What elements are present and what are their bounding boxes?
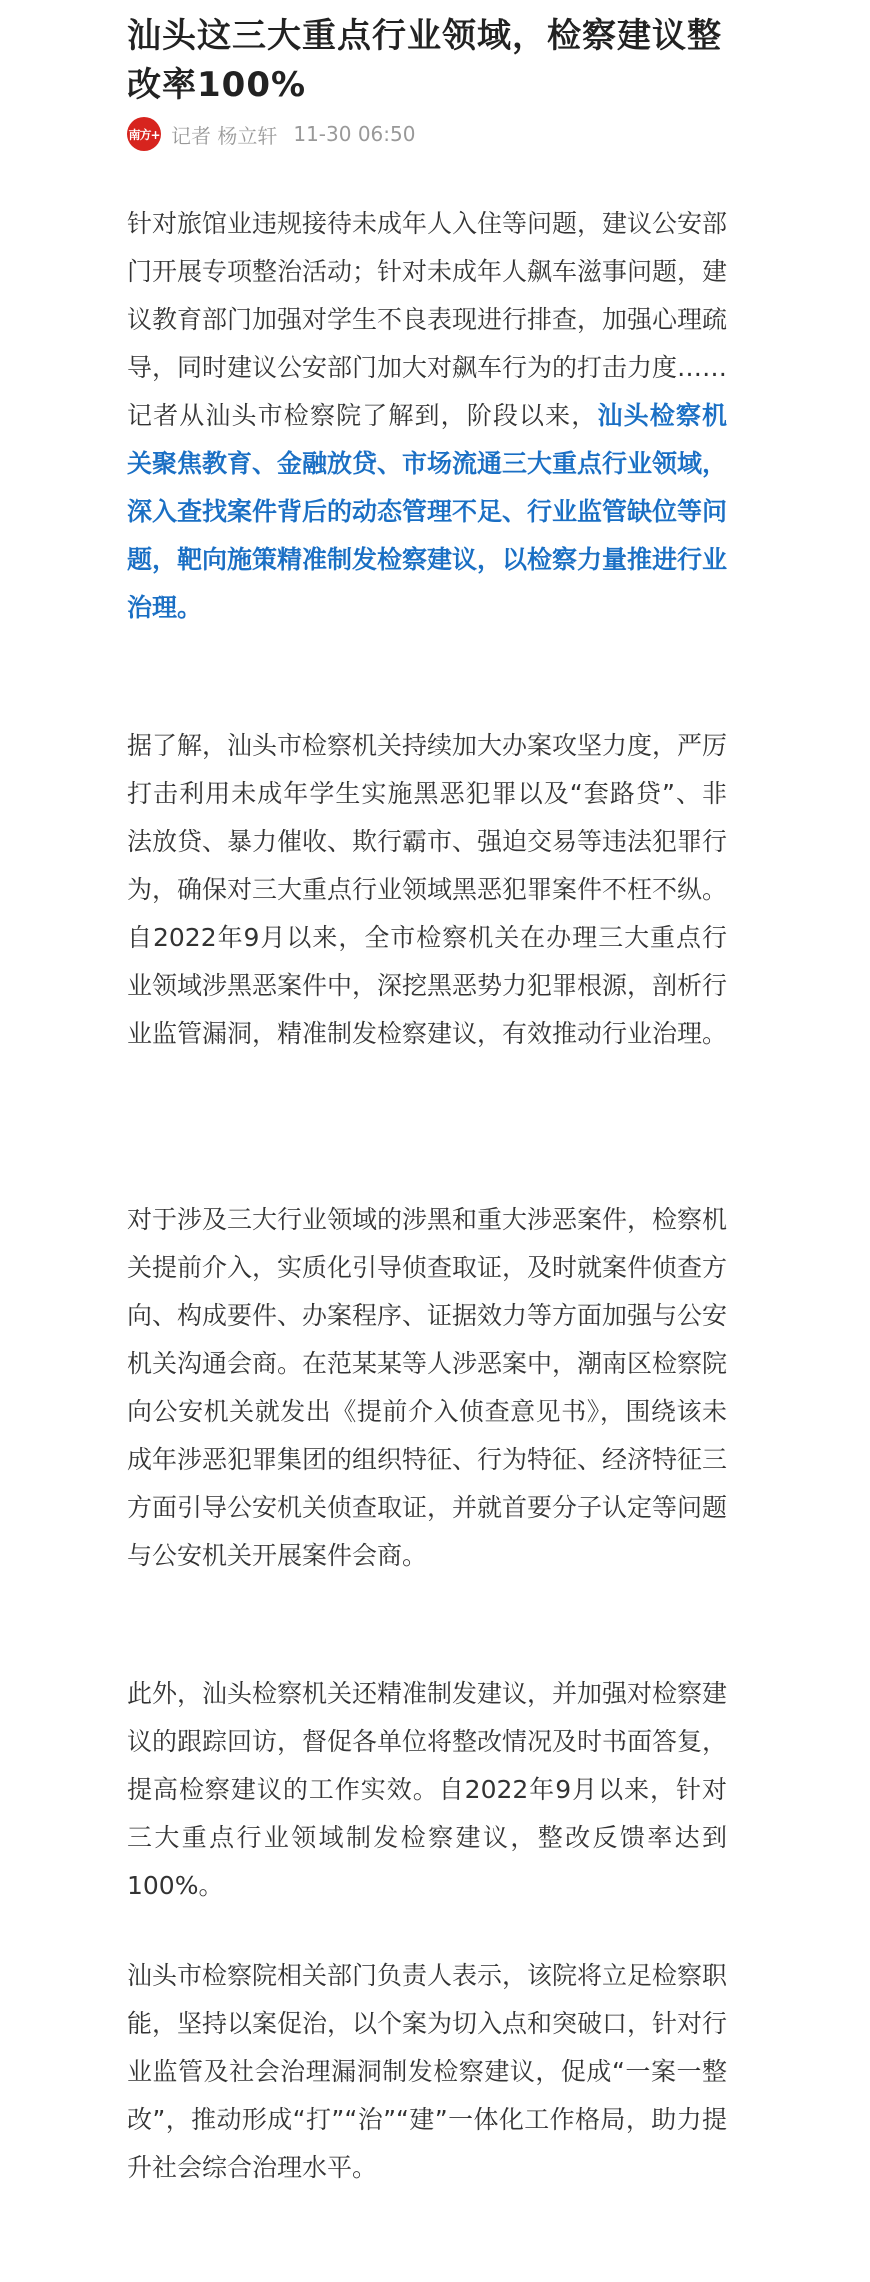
paragraph-1-highlight: 汕头检察机关聚焦教育、金融放贷、市场流通三大重点行业领域，深入查找案件背后的动态管理不足、行业监管缺位等问题，靶向施策精准制发检察建议，以检察力量推进行业治理。 (127, 401, 727, 622)
paragraph-1 (127, 200, 727, 680)
paragraph-2: 据了解，汕头市检察机关持续加大办案攻坚力度，严厉打击利用未成年学生实施黑恶犯罪以及“套路贷”、非法放贷、暴力催收、欺行霸市、强迫交易等违法犯罪行为，确保对三大重点行业领域黑恶犯罪案件不枉不纵。自2022年9月以来，全市检察机关在办理三大重点行业领域涉黑恶案件中，深挖黑恶势力犯罪根源，剖析行业监管漏洞，精准制发检察建议，有效推动行业治理。 (127, 731, 727, 1048)
author-name: 记者 杨立轩 (171, 123, 278, 148)
paragraph-3: 对于涉及三大行业领域的涉黑和重大涉恶案件，检察机关提前介入，实质化引导侦查取证，及时就案件侦查方向、构成要件、办案程序、证据效力等方面加强与公安机关沟通会商。在范某某等人涉恶案中，潮南区检察院向公安机关就发出《提前介入侦查意见书》，围绕该未成年涉恶犯罪集团的组织特征、行为特征、经济特征三方面引导公安机关侦查取证，并就首要分子认定等问题与公安机关开展案件会商。 (127, 1205, 727, 1570)
paragraph-4: 此外，汕头检察机关还精准制发建议，并加强对检察建议的跟踪回访，督促各单位将整改情况及时书面答复，提高检察建议的工作实效。自2022年9月以来，针对三大重点行业领域制发检察建议，整改反馈率达到100%。 (127, 1679, 727, 1900)
paragraph-1-text: 针对旅馆业违规接待未成年人入住等问题，建议公安部门开展专项整治活动；针对未成年人飙车滋事问题，建议教育部门加强对学生不良表现进行排查，加强心理疏导，同时建议公安部门加大对飙车行为的打击力度……记者从汕头市检察院了解到，阶段以来， (127, 209, 727, 430)
article-meta (127, 116, 727, 152)
publish-time: 11-30 06:50 (293, 122, 416, 146)
article (127, 0, 727, 2282)
article-body (127, 200, 727, 2240)
source-logo-icon: 南方+ (127, 117, 161, 151)
article-title: 汕头这三大重点行业领域，检察建议整改率100% (127, 16, 722, 105)
paragraph-5: 汕头市检察院相关部门负责人表示，该院将立足检察职能，坚持以案促治，以个案为切入点和突破口，针对行业监管及社会治理漏洞制发检察建议，促成“一案一整改”，推动形成“打”“治”“建”一体化工作格局，助力提升社会综合治理水平。 (127, 1961, 727, 2182)
